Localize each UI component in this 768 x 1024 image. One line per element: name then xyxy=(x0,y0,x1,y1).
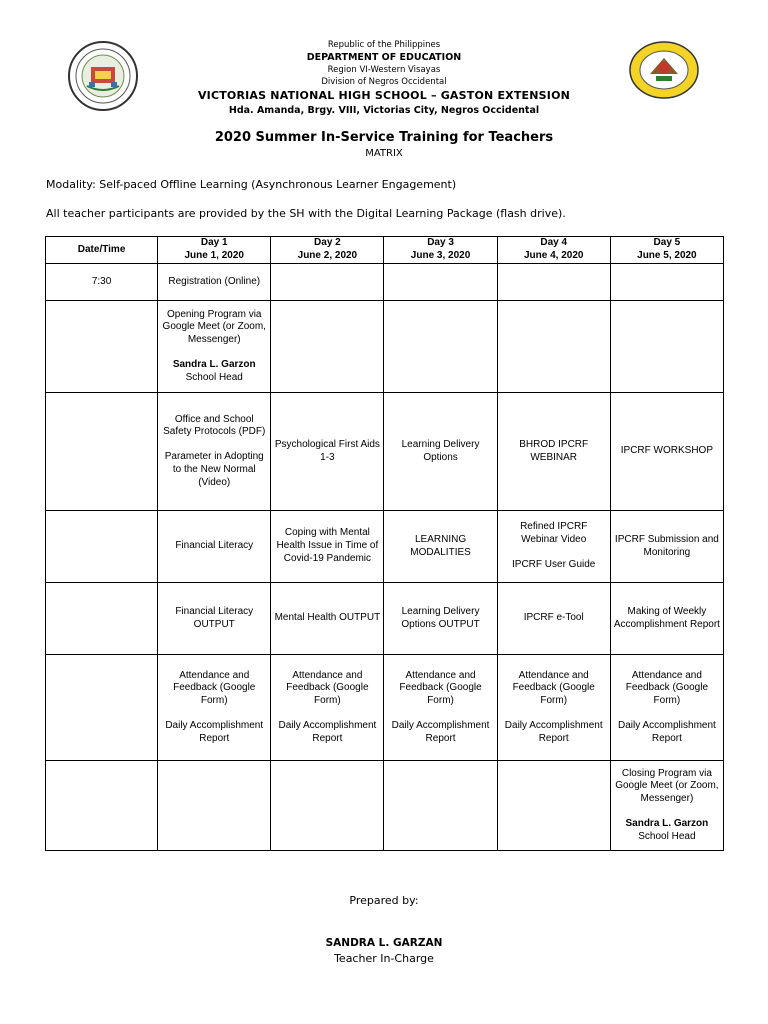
activity-text: IPCRF WORKSHOP xyxy=(620,445,713,457)
day-3-cell xyxy=(384,264,497,301)
cell-spacer xyxy=(161,439,267,451)
cell-spacer xyxy=(274,708,380,720)
day-1-cell xyxy=(158,301,271,393)
cell-spacer xyxy=(161,347,267,359)
table-row xyxy=(46,655,724,761)
preparer-name: SANDRA L. GARZAN xyxy=(325,937,443,949)
activity-text: Daily Accomplishment Report xyxy=(617,719,716,744)
day-4-cell xyxy=(497,264,610,301)
activity-text: Attendance and Feedback (Google Form) xyxy=(399,669,482,707)
header-day-1 xyxy=(158,237,271,264)
header-day-2 xyxy=(271,237,384,264)
activity-text: IPCRF Submission and Monitoring xyxy=(614,533,719,558)
activity-text: School Head xyxy=(638,830,696,842)
presenter-name: Sandra L. Garzon xyxy=(172,358,256,370)
activity-text: Learning Delivery Options OUTPUT xyxy=(401,605,480,630)
activity-text: Psychological First Aids 1-3 xyxy=(274,438,380,463)
modality-text: Modality: Self-paced Offline Learning (Asynchronous Learner Engagement) xyxy=(46,178,457,191)
header-date-time xyxy=(46,237,158,264)
day-2-cell xyxy=(271,583,384,655)
day-4-cell xyxy=(497,761,610,851)
day-3-cell xyxy=(384,761,497,851)
time-cell xyxy=(46,393,158,511)
department-text: DEPARTMENT OF EDUCATION xyxy=(306,52,462,63)
day-5-cell xyxy=(610,583,723,655)
header-date: June 5, 2020 xyxy=(637,250,697,261)
day-5-cell xyxy=(610,301,723,393)
activity-text: Daily Accomplishment Report xyxy=(165,719,264,744)
training-matrix-table xyxy=(45,236,724,851)
activity-text: Attendance and Feedback (Google Form) xyxy=(286,669,369,707)
day-2-cell xyxy=(271,264,384,301)
header-day-5 xyxy=(610,237,723,264)
day-2-cell xyxy=(271,655,384,761)
day-1-cell xyxy=(158,583,271,655)
activity-text: IPCRF User Guide xyxy=(512,558,596,570)
day-2-cell xyxy=(271,761,384,851)
header-label: Day 2 xyxy=(314,237,341,249)
table-row xyxy=(46,583,724,655)
day-3-cell xyxy=(384,301,497,393)
header-date: June 2, 2020 xyxy=(297,250,358,261)
document-title: 2020 Summer In-Service Training for Teachers xyxy=(214,130,554,145)
cell-spacer xyxy=(614,806,720,818)
activity-text: Daily Accomplishment Report xyxy=(391,719,490,744)
header-date: June 3, 2020 xyxy=(410,250,471,261)
table-row xyxy=(46,511,724,583)
day-1-cell xyxy=(158,511,271,583)
letterhead xyxy=(0,0,768,118)
time-cell xyxy=(46,761,158,851)
header-label: Day 3 xyxy=(427,237,454,249)
day-5-cell xyxy=(610,655,723,761)
activity-text: Financial Literacy OUTPUT xyxy=(175,605,254,630)
header-date: June 4, 2020 xyxy=(523,250,584,261)
cell-spacer xyxy=(614,708,720,720)
cell-spacer xyxy=(387,708,493,720)
time-cell: 7:30 xyxy=(46,264,158,301)
time-cell xyxy=(46,655,158,761)
region-text: Region VI-Western Visayas xyxy=(327,65,441,75)
activity-text: Mental Health OUTPUT xyxy=(274,612,381,624)
table-row xyxy=(46,393,724,511)
day-4-cell xyxy=(497,583,610,655)
day-5-cell xyxy=(610,264,723,301)
table-row xyxy=(46,761,724,851)
header-label: Day 1 xyxy=(200,237,228,249)
cell-spacer xyxy=(161,708,267,720)
prepared-by-label: Prepared by: xyxy=(349,894,419,907)
activity-text: Parameter in Adopting to the New Normal (Video) xyxy=(164,451,264,488)
day-5-cell xyxy=(610,761,723,851)
day-3-cell xyxy=(384,583,497,655)
activity-text: Closing Program via Google Meet (or Zoom, Messenger) xyxy=(615,767,719,805)
header-label: Date/Time xyxy=(77,243,126,255)
day-4-cell xyxy=(497,511,610,583)
day-4-cell xyxy=(497,655,610,761)
header-label: Day 5 xyxy=(653,237,681,249)
activity-text: Office and School Safety Protocols (PDF) xyxy=(163,413,266,438)
activity-text: Making of Weekly Accomplishment Report xyxy=(613,605,720,630)
day-2-cell xyxy=(271,511,384,583)
activity-text: School Head xyxy=(185,371,243,383)
day-1-cell xyxy=(158,761,271,851)
school-name: VICTORIAS NATIONAL HIGH SCHOOL – GASTON EXTENSION xyxy=(197,89,571,102)
activity-text: Attendance and Feedback (Google Form) xyxy=(173,669,256,707)
day-2-cell xyxy=(271,393,384,511)
school-address: Hda. Amanda, Brgy. VIII, Victorias City, Negros Occidental xyxy=(228,105,540,116)
day-4-cell xyxy=(497,393,610,511)
day-2-cell xyxy=(271,301,384,393)
activity-text: Daily Accomplishment Report xyxy=(278,719,377,744)
activity-text: Coping with Mental Health Issue in Time of Covid-19 Pandemic xyxy=(276,527,379,564)
day-5-cell xyxy=(610,393,723,511)
day-5-cell xyxy=(610,511,723,583)
day-1-cell xyxy=(158,655,271,761)
day-3-cell xyxy=(384,393,497,511)
header-day-4 xyxy=(497,237,610,264)
table-row xyxy=(46,264,724,301)
header-day-3 xyxy=(384,237,497,264)
activity-text: LEARNING MODALITIES xyxy=(410,533,471,558)
activity-text: Financial Literacy xyxy=(175,540,254,552)
activity-text: IPCRF e-Tool xyxy=(523,612,584,624)
division-text: Division of Negros Occidental xyxy=(321,77,447,87)
cell-spacer xyxy=(501,547,607,559)
table-row xyxy=(46,301,724,393)
time-cell xyxy=(46,583,158,655)
activity-text: Refined IPCRF Webinar Video xyxy=(520,521,588,546)
activity-text: Learning Delivery Options xyxy=(401,438,480,463)
preparer-role: Teacher In-Charge xyxy=(334,952,434,965)
document-subtitle: MATRIX xyxy=(365,148,403,159)
activity-text: Attendance and Feedback (Google Form) xyxy=(625,669,709,707)
activity-text: Registration (Online) xyxy=(168,275,261,287)
presenter-name: Sandra L. Garzon xyxy=(625,817,709,829)
republic-text: Republic of the Philippines xyxy=(327,40,441,50)
time-cell xyxy=(46,301,158,393)
day-4-cell xyxy=(497,301,610,393)
participants-note: All teacher participants are provided by the SH with the Digital Learning Package (flash drive). xyxy=(46,207,566,220)
header-label: Day 4 xyxy=(540,237,568,249)
day-3-cell xyxy=(384,511,497,583)
activity-text: Attendance and Feedback (Google Form) xyxy=(512,669,595,707)
day-3-cell xyxy=(384,655,497,761)
day-1-cell xyxy=(158,393,271,511)
activity-text: Opening Program via Google Meet (or Zoom, Messenger) xyxy=(162,308,266,346)
activity-text: BHROD IPCRF WEBINAR xyxy=(519,438,589,463)
day-1-cell xyxy=(158,264,271,301)
time-cell xyxy=(46,511,158,583)
cell-spacer xyxy=(501,708,607,720)
table-header-row xyxy=(46,237,724,264)
header-date: June 1, 2020 xyxy=(184,250,244,261)
activity-text: Daily Accomplishment Report xyxy=(504,719,603,744)
